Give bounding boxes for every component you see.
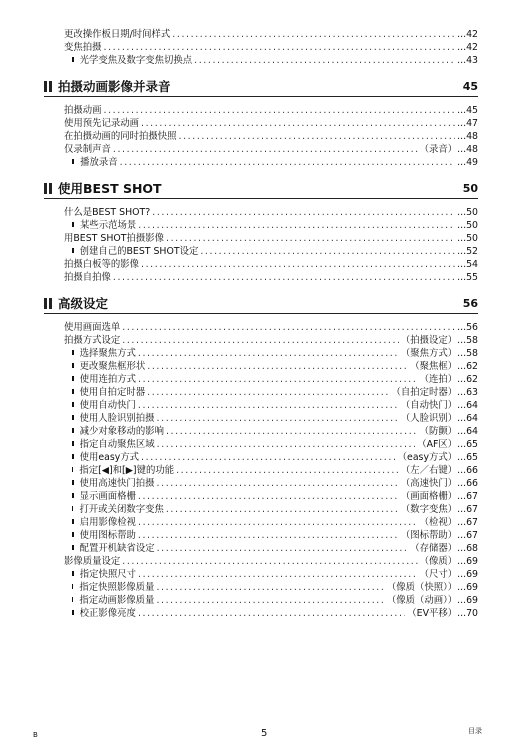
bullet-icon (72, 389, 74, 394)
toc-entry-setting-tag: （EV平移） (407, 608, 458, 619)
toc-entry-setting-tag: （像质（动画）） (386, 595, 458, 606)
toc-entry-title: 创建自己的BEST SHOT设定 (79, 246, 199, 257)
toc-subentry[interactable] (72, 516, 478, 529)
bullet-icon (72, 597, 73, 602)
toc-subentry[interactable] (72, 464, 478, 477)
bullet-icon (72, 506, 73, 511)
section-title: 高级设定 (58, 296, 109, 311)
dot-leader (147, 386, 389, 399)
toc-entry-page: ...68 (457, 543, 478, 554)
footer-left-mark: B (33, 731, 38, 739)
toc-entry-title: 光学变焦及数字变焦切换点 (79, 55, 193, 66)
dot-leader (157, 542, 409, 555)
toc-entry-setting-tag: （拍摄设定） (400, 335, 458, 346)
toc-subentry[interactable] (72, 542, 478, 555)
toc-entry-page: ...52 (457, 246, 478, 257)
toc-entry-title: 变焦拍摄 (64, 42, 102, 53)
toc-entry-page: ...66 (457, 465, 478, 476)
toc-entry-title: 选择聚焦方式 (79, 348, 136, 359)
dot-leader (200, 245, 455, 258)
toc-entry-title: 什么是BEST SHOT? (64, 207, 151, 218)
toc-entry-setting-tag: （画面格栅） (400, 491, 458, 502)
toc-entry-setting-tag: （连拍） (419, 374, 458, 385)
dot-leader (157, 438, 416, 451)
toc-entry-page: ...69 (457, 556, 478, 567)
bullet-icon (72, 584, 73, 589)
toc-entry-page: ...54 (457, 259, 478, 270)
toc-entry-setting-tag: （图标帮助） (400, 530, 458, 541)
toc-entry-page: ...63 (457, 387, 478, 398)
toc-entry-setting-tag: （左／右键） (400, 465, 458, 476)
toc-entry[interactable] (64, 117, 478, 130)
toc-entry-page: ...64 (457, 426, 478, 437)
toc-entry-title: 更改操作板日期/时间样式 (64, 29, 171, 40)
toc-entry-page: ...65 (457, 452, 478, 463)
toc-subentry[interactable] (72, 438, 478, 451)
toc-subentry[interactable] (72, 156, 478, 169)
toc-entry-title: 拍摄自拍像 (64, 272, 111, 283)
toc-entry-title: 使用画面选单 (64, 322, 121, 333)
toc-subentry[interactable] (72, 607, 478, 620)
bullet-icon (72, 376, 74, 381)
dot-leader (141, 117, 455, 130)
dot-leader (122, 334, 399, 347)
bullet-icon (72, 532, 74, 537)
toc-entry-title: 打开或关闭数字变焦 (79, 504, 164, 515)
toc-entry-title: 使用自动快门 (79, 400, 136, 411)
bullet-icon (72, 415, 74, 420)
toc-entry[interactable] (64, 28, 478, 41)
dot-leader (113, 271, 455, 284)
dot-leader (122, 321, 455, 334)
dot-leader (141, 451, 396, 464)
toc-entry-page: ...58 (457, 335, 478, 346)
bullet-icon (72, 222, 74, 227)
toc-subentry[interactable] (72, 347, 478, 360)
toc-entry-setting-tag: （尺寸） (419, 569, 458, 580)
dot-leader (138, 516, 418, 529)
toc-entry-page: ...45 (457, 105, 478, 116)
toc-entry-title: 播放录音 (80, 157, 118, 168)
toc-entry[interactable] (64, 130, 478, 143)
toc-entry-title: 指定快照影像质量 (79, 582, 155, 593)
toc-entry-title: 使用连拍方式 (79, 374, 137, 385)
dot-leader (138, 399, 399, 412)
toc-entry-title: 减少对象移动的影响 (79, 426, 164, 437)
toc-entry-title: 显示画面格栅 (79, 491, 136, 502)
section-page: 50 (462, 181, 478, 195)
dot-leader (138, 347, 399, 360)
bullet-icon (72, 480, 74, 485)
bullet-icon (72, 248, 74, 253)
toc-subentry[interactable] (72, 581, 478, 594)
bullet-icon (72, 545, 74, 550)
dot-leader (138, 373, 418, 386)
toc-entry-title: 拍摄方式设定 (64, 335, 121, 346)
dot-leader (157, 477, 399, 490)
toc-entry[interactable] (64, 271, 478, 284)
toc-entry-title: 使用人脸识别拍摄 (79, 413, 155, 424)
toc-subentry[interactable] (72, 529, 478, 542)
dot-leader (179, 130, 456, 143)
toc-subentry[interactable] (72, 399, 478, 412)
bullet-icon (72, 159, 74, 164)
toc-entry-title: 更改聚焦框形状 (79, 361, 146, 372)
toc-entry-setting-tag: （AF区） (417, 439, 458, 450)
toc-entry[interactable] (64, 143, 478, 156)
toc-entry-title: 指定快照尺寸 (79, 569, 137, 580)
toc-entry-page: ...47 (457, 118, 478, 129)
toc-entry-setting-tag: （检视） (419, 517, 458, 528)
section-page: 45 (462, 79, 478, 93)
toc-subentry[interactable] (72, 386, 478, 399)
bullet-icon (72, 467, 73, 472)
section-heading[interactable] (44, 178, 478, 199)
section-marker-icon (44, 81, 52, 92)
toc-entry-page: ...69 (457, 582, 478, 593)
toc-entry-title: 拍摄白板等的影像 (64, 259, 140, 270)
section-title: 使用BEST SHOT (58, 181, 162, 196)
toc-entry-page: ...67 (457, 491, 478, 502)
toc-entry-setting-tag: （存储器） (410, 543, 458, 554)
toc-entry-title: 指定[◀]和[▶]键的功能 (79, 465, 175, 476)
page-number: 5 (261, 728, 268, 739)
toc-entry[interactable] (64, 206, 478, 219)
toc-entry-setting-tag: （自动快门） (400, 400, 458, 411)
toc-entry-page: ...50 (457, 233, 478, 244)
dot-leader (166, 232, 455, 245)
toc-subentry[interactable] (72, 477, 478, 490)
toc-entry-title: 使用预先记录动画 (64, 118, 140, 129)
toc-subentry[interactable] (72, 373, 478, 386)
dot-leader (166, 425, 418, 438)
toc-entry-page: ...67 (457, 530, 478, 541)
toc-subentry[interactable] (72, 451, 478, 464)
dot-leader (120, 156, 456, 169)
toc-entry-title: 影像质量设定 (64, 556, 121, 567)
toc-entry[interactable] (64, 41, 478, 54)
toc-entry-setting-tag: （聚焦框） (410, 361, 458, 372)
dot-leader (113, 143, 418, 156)
toc-entry-page: ...64 (457, 413, 478, 424)
toc-entry-title: 仅录制声音 (64, 144, 111, 155)
toc-entry-page: ...50 (457, 207, 478, 218)
toc-subentry[interactable] (72, 412, 478, 425)
dot-leader (122, 555, 417, 568)
toc-entry-page: ...48 (457, 144, 478, 155)
toc-subentry[interactable] (72, 360, 478, 373)
dot-leader (138, 607, 405, 620)
bullet-icon (72, 454, 74, 459)
toc-entry-title: 用BEST SHOT拍摄影像 (64, 233, 164, 244)
toc-subentry[interactable] (72, 425, 478, 438)
toc-subentry[interactable] (72, 594, 478, 607)
toc-entry-setting-tag: （像质（快照）） (386, 582, 458, 593)
toc-entry-title: 指定自动聚焦区域 (79, 439, 155, 450)
toc-entry-title: 使用自拍定时器 (79, 387, 146, 398)
dot-leader (104, 41, 456, 54)
dot-leader (166, 503, 399, 516)
section-page: 56 (462, 296, 478, 310)
toc-entry[interactable] (64, 258, 478, 271)
bullet-icon (72, 493, 74, 498)
toc-entry-setting-tag: （聚焦方式） (400, 348, 458, 359)
bullet-icon (72, 402, 74, 407)
toc-entry-page: ...69 (457, 595, 478, 606)
toc-entry-page: ...67 (457, 517, 478, 528)
section-heading[interactable] (44, 293, 478, 314)
toc-entry[interactable] (64, 232, 478, 245)
toc-subentry[interactable] (72, 490, 478, 503)
toc-entry[interactable] (64, 555, 478, 568)
bullet-icon (72, 350, 74, 355)
dot-leader (147, 360, 408, 373)
toc-entry-title: 在拍摄动画的同时拍摄快照 (64, 131, 177, 142)
toc-entry-page: ...43 (457, 55, 478, 66)
toc-entry-page: ...64 (457, 400, 478, 411)
toc-entry-page: ...56 (457, 322, 478, 333)
footer-contents-label: 目录 (468, 727, 482, 735)
toc-entry-setting-tag: （防颤） (419, 426, 458, 437)
toc-entry-title: 指定动画影像质量 (79, 595, 155, 606)
toc-entry-setting-tag: （数字变焦） (400, 504, 458, 515)
toc-entry-title: 拍摄动画 (64, 105, 102, 116)
toc-entry-setting-tag: （easy方式） (397, 452, 458, 463)
dot-leader (141, 258, 455, 271)
toc-entry-title: 使用高速快门拍摄 (79, 478, 155, 489)
toc-entry-page: ...62 (457, 374, 478, 385)
toc-subentry[interactable] (72, 503, 478, 516)
dot-leader (152, 206, 455, 219)
dot-leader (138, 219, 455, 232)
toc-entry-page: ...70 (457, 608, 478, 619)
toc-entry-page: ...66 (457, 478, 478, 489)
toc-entry-page: ...65 (457, 439, 478, 450)
toc-entry-page: ...48 (457, 131, 478, 142)
toc-entry-page: ...67 (457, 504, 478, 515)
section-marker-icon (44, 298, 52, 309)
toc-entry-page: ...42 (457, 29, 478, 40)
toc-subentry[interactable] (72, 219, 478, 232)
dot-leader (157, 412, 399, 425)
dot-leader (104, 104, 456, 117)
dot-leader (156, 594, 384, 607)
toc-entry-page: ...49 (457, 157, 478, 168)
bullet-icon (72, 571, 74, 576)
toc-entry-title: 启用影像检视 (79, 517, 137, 528)
section-heading[interactable] (44, 76, 478, 97)
toc-entry-page: ...42 (457, 42, 478, 53)
section-title: 拍摄动画影像并录音 (58, 79, 171, 94)
toc-entry-title: 使用easy方式 (79, 452, 140, 463)
toc-entry-page: ...58 (457, 348, 478, 359)
toc-entry-setting-tag: （录音） (419, 144, 458, 155)
bullet-icon (72, 519, 74, 524)
toc-entry-title: 校正影像亮度 (79, 608, 136, 619)
toc-subentry[interactable] (72, 54, 478, 67)
toc-entry-page: ...69 (457, 569, 478, 580)
toc-entry-page: ...62 (457, 361, 478, 372)
bullet-icon (72, 363, 74, 368)
table-of-contents (44, 28, 478, 620)
dot-leader (176, 464, 399, 477)
dot-leader (138, 490, 399, 503)
dot-leader (172, 28, 455, 41)
toc-entry-setting-tag: （像质） (419, 556, 458, 567)
toc-entry[interactable] (64, 104, 478, 117)
dot-leader (138, 568, 418, 581)
bullet-icon (72, 57, 74, 62)
toc-entry[interactable] (64, 334, 478, 347)
toc-entry-setting-tag: （高速快门） (400, 478, 458, 489)
toc-entry-page: ...55 (457, 272, 478, 283)
dot-leader (194, 54, 455, 67)
dot-leader (156, 581, 384, 594)
dot-leader (138, 529, 399, 542)
section-marker-icon (44, 183, 52, 194)
toc-entry-page: ...50 (457, 220, 478, 231)
bullet-icon (72, 428, 74, 433)
toc-subentry[interactable] (72, 568, 478, 581)
toc-entry-title: 某些示范场景 (79, 220, 137, 231)
bullet-icon (72, 610, 74, 615)
toc-subentry[interactable] (72, 245, 478, 258)
toc-entry-title: 使用图标帮助 (79, 530, 136, 541)
bullet-icon (72, 441, 74, 446)
toc-entry-title: 配置开机缺省设定 (79, 543, 155, 554)
toc-entry[interactable] (64, 321, 478, 334)
toc-entry-setting-tag: （自拍定时器） (391, 387, 458, 398)
toc-entry-setting-tag: （人脸识别） (400, 413, 458, 424)
